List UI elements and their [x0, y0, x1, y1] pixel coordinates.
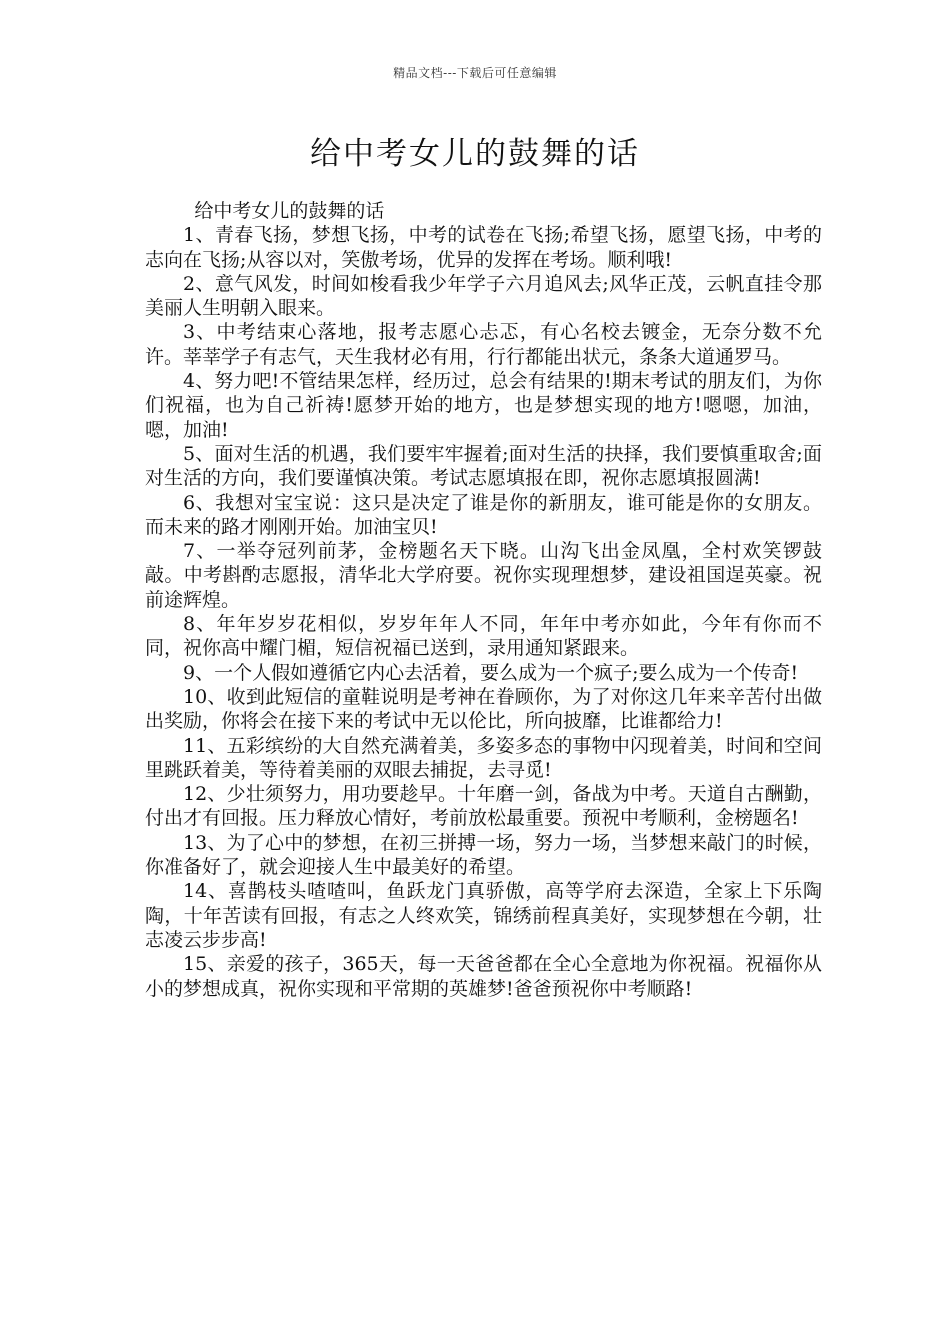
paragraph-8: 8、年年岁岁花相似，岁岁年年人不同，年年中考亦如此，今年有你而不同，祝你高中耀门楣，短信祝福已送到，录用通知紧跟来。 — [145, 613, 822, 660]
document-header-note: 精品文档---下载后可任意编辑 — [393, 66, 557, 80]
paragraph-3: 3、中考结束心落地，报考志愿心忐忑，有心名校去镀金，无奈分数不允许。莘莘学子有志气，天生我材必有用，行行都能出状元，条条大道通罗马。 — [145, 321, 822, 368]
paragraph-1: 1、青春飞扬，梦想飞扬，中考的试卷在飞扬;希望飞扬，愿望飞扬，中考的志向在飞扬;从容以对，笑傲考场，优异的发挥在考场。顺利哦! — [145, 224, 822, 271]
paragraph-9: 9、一个人假如遵循它内心去活着，要么成为一个疯子;要么成为一个传奇! — [183, 661, 799, 684]
paragraph-5: 5、面对生活的机遇，我们要牢牢握着;面对生活的抉择，我们要慎重取舍;面对生活的方向，我们要谨慎决策。考试志愿填报在即，祝你志愿填报圆满! — [145, 442, 822, 490]
paragraph-2: 2、意气风发，时间如梭看我少年学子六月追风去;风华正茂，云帆直挂令那美丽人生明朝入眼来。 — [145, 272, 822, 320]
paragraph-14: 14、喜鹊枝头喳喳叫，鱼跃龙门真骄傲，高等学府去深造，全家上下乐陶陶，十年苦读有回报，有志之人终欢笑，锦绣前程真美好，实现梦想在今朝，壮志凌云步步高! — [145, 880, 822, 951]
paragraph-4: 4、努力吧!不管结果怎样，经历过，总会有结果的!期末考试的朋友们，为你们祝福，也为自己祈祷!愿梦开始的地方，也是梦想实现的地方!嗯嗯，加油，嗯，加油! — [145, 370, 822, 441]
document-subtitle: 给中考女儿的鼓舞的话 — [194, 200, 385, 222]
paragraph-7: 7、一举夺冠列前茅，金榜题名天下晓。山沟飞出金凤凰，全村欢笑锣鼓敲。中考斟酌志愿报，清华北大学府要。祝你实现理想梦，建设祖国逞英豪。祝前途辉煌。 — [145, 540, 822, 611]
paragraph-10: 10、收到此短信的童鞋说明是考神在眷顾你，为了对你这几年来辛苦付出做出奖励，你将会在接下来的考试中无以伦比，所向披靡，比谁都给力! — [145, 685, 822, 733]
document-body — [145, 199, 822, 1001]
paragraph-6: 6、我想对宝宝说：这只是决定了谁是你的新朋友，谁可能是你的女朋友。而未来的路才刚刚开始。加油宝贝! — [145, 491, 822, 538]
paragraph-11: 11、五彩缤纷的大自然充满着美，多姿多态的事物中闪现着美，时间和空间里跳跃着美，等待着美丽的双眼去捕捉，去寻觅! — [145, 734, 822, 781]
paragraph-12: 12、少壮须努力，用功要趁早。十年磨一剑，备战为中考。天道自古酬勤，付出才有回报。压力释放心情好，考前放松最重要。预祝中考顺利，金榜题名! — [145, 783, 822, 830]
document-title: 给中考女儿的鼓舞的话 — [310, 136, 640, 172]
paragraph-13: 13、为了心中的梦想，在初三拼搏一场，努力一场，当梦想来敲门的时候，你准备好了，就会迎接人生中最美好的希望。 — [145, 831, 822, 879]
paragraph-15: 15、亲爱的孩子，365天，每一天爸爸都在全心全意地为你祝福。祝福你从小的梦想成真，祝你实现和平常期的英雄梦!爸爸预祝你中考顺路! — [145, 953, 822, 1000]
